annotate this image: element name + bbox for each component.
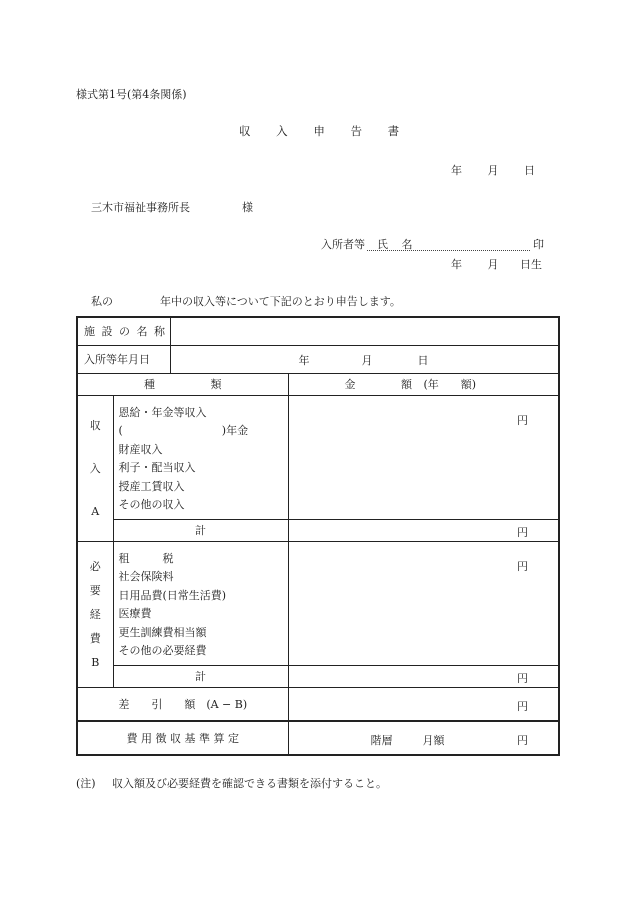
facility-name-field[interactable] [170,317,559,345]
column-header-row [77,373,559,395]
addressee-honorific: 様 [242,201,253,214]
income-subtotal-field[interactable]: 円 [288,519,559,541]
admission-date-field[interactable]: 年 月 日 [170,345,559,373]
declaration-text: 年中の収入等について下記のとおり申告します。 [160,295,401,308]
applicant-name-field[interactable]: 氏 名 [367,236,530,251]
expense-subtotal-label: 計 [113,665,288,687]
note-text: 収入額及び必要経費を確認できる書類を添付すること。 [112,777,387,790]
admission-label: 入所等年月日 [77,345,170,373]
difference-field[interactable]: 円 [288,687,559,721]
income-report-table [76,316,560,756]
fee-row [77,721,559,755]
addressee-office: 三木市福祉事務所長 [91,201,190,214]
declaration-prefix: 私の [91,295,113,308]
tier-label: 階層 [370,734,393,747]
income-row [77,395,559,519]
expense-row [77,541,559,665]
income-subtotal-row [77,519,559,541]
form-number: 様式第1号(第4条関係) [76,88,187,101]
difference-label: 差 引 額 (A − B) [77,687,288,721]
income-side-label: 収 入 A [77,395,113,541]
fee-field[interactable]: 階層 月額 円 [288,721,559,755]
expense-subtotal-field[interactable]: 円 [288,665,559,687]
form-title: 収 入 申 告 書 [239,124,400,138]
amount-header: 金 額 (年 額) [288,373,559,395]
report-date: 年 月 日 [451,164,535,177]
seal-mark: 印 [533,238,544,251]
expense-amount-field[interactable]: 円 [288,541,559,665]
expense-subtotal-row [77,665,559,687]
income-amount-field[interactable]: 円 [288,395,559,519]
income-subtotal-label: 計 [113,519,288,541]
admission-row [77,345,559,373]
facility-row [77,317,559,345]
facility-label: 施 設 の 名 称 [77,317,170,345]
expense-side-label: 必 要 経 費 B [77,541,113,687]
monthly-label: 月額 [422,734,445,747]
type-header: 種 類 [77,373,288,395]
expense-items: 租 税 社会保険料 日用品費(日常生活費) 医療費 更生訓練費相当額 その他の必要経費 [113,541,288,665]
difference-row [77,687,559,721]
applicant-label: 入所者等 [321,238,365,251]
birth-date: 年 月 日生 [451,258,542,271]
fee-label: 費 用 徴 収 基 準 算 定 [77,721,288,755]
income-items: 恩給・年金等収入 ( )年金 財産収入 利子・配当収入 授産工賃収入 その他の収入 [113,395,288,519]
note-marker: (注) [76,777,96,790]
